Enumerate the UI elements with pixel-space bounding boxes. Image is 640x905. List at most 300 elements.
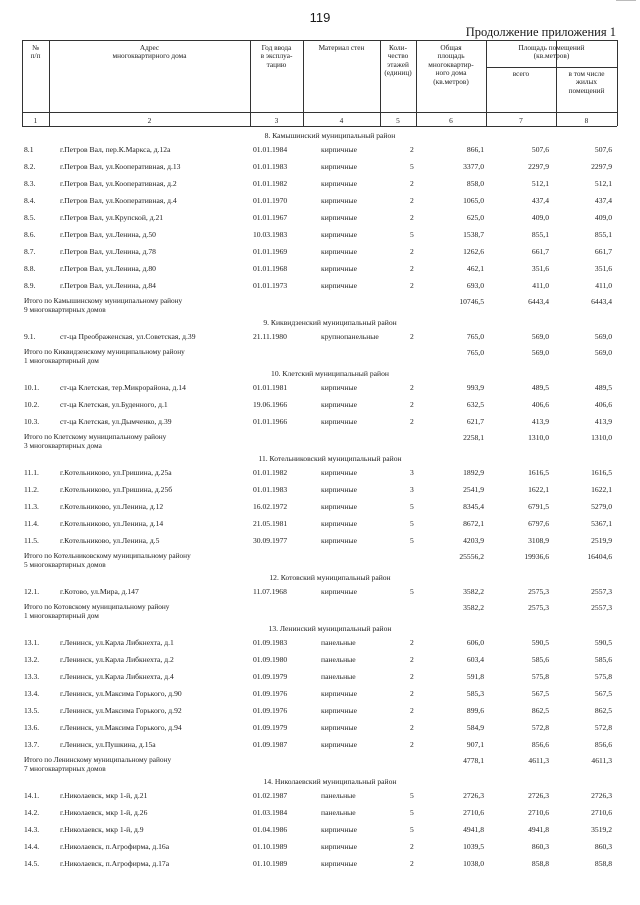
row-total-area: 462,1 bbox=[466, 264, 484, 273]
row-number: 8.8. bbox=[24, 264, 36, 273]
total-area-living: 2557,3 bbox=[591, 603, 612, 612]
total-area-all: 1310,0 bbox=[528, 433, 549, 442]
total-label-line2: 9 многоквартирных домов bbox=[24, 305, 106, 314]
row-total-area: 8345,4 bbox=[463, 502, 484, 511]
row-floors: 2 bbox=[410, 672, 414, 681]
column-number: 2 bbox=[147, 116, 152, 125]
column-number: 6 bbox=[449, 116, 453, 125]
row-area-living: 512,1 bbox=[594, 179, 612, 188]
row-year: 01.01.1973 bbox=[253, 281, 288, 290]
row-total-area: 591,8 bbox=[466, 672, 484, 681]
row-area-all: 512,1 bbox=[531, 179, 549, 188]
header-premises-living bbox=[556, 70, 617, 95]
row-material: кирпичные bbox=[321, 740, 358, 749]
header-floors-line: этажей bbox=[387, 59, 409, 69]
row-address: г.Николаевск, мкр 1-й, д.26 bbox=[60, 808, 148, 817]
row-area-all: 413,9 bbox=[531, 417, 549, 426]
row-area-living: 572,8 bbox=[594, 723, 612, 732]
row-material: панельные bbox=[321, 672, 356, 681]
row-area-living: 2710,6 bbox=[591, 808, 612, 817]
total-area: 25556,2 bbox=[459, 552, 484, 561]
total-area-all: 4611,3 bbox=[528, 756, 549, 765]
section-title: 13. Ленинский муниципальный район bbox=[268, 624, 392, 633]
row-area-living: 507,6 bbox=[594, 145, 612, 154]
section-title: 14. Николаевский муниципальный район bbox=[263, 777, 397, 786]
row-total-area: 1038,0 bbox=[463, 859, 484, 868]
row-area-all: 437,4 bbox=[531, 196, 549, 205]
header-num-line: № bbox=[32, 43, 39, 52]
row-area-living: 5367,1 bbox=[591, 519, 612, 528]
header-num-line: п/п bbox=[30, 51, 41, 61]
header-material bbox=[303, 44, 380, 52]
section-title: 8. Камышинский муниципальный район bbox=[264, 131, 396, 140]
row-floors: 2 bbox=[410, 281, 414, 290]
row-area-all: 575,8 bbox=[531, 672, 549, 681]
row-area-living: 437,4 bbox=[594, 196, 612, 205]
row-floors: 5 bbox=[410, 502, 414, 511]
row-year: 01.01.1968 bbox=[253, 264, 288, 273]
row-material: кирпичные bbox=[321, 230, 358, 239]
row-material: кирпичные bbox=[321, 842, 358, 851]
row-area-all: 2297,9 bbox=[528, 162, 549, 171]
row-area-living: 406,6 bbox=[594, 400, 612, 409]
row-area-living: 575,8 bbox=[594, 672, 612, 681]
row-year: 01.01.1983 bbox=[253, 162, 288, 171]
total-area-living: 16404,6 bbox=[587, 552, 612, 561]
row-number: 13.7. bbox=[24, 740, 40, 749]
row-floors: 2 bbox=[410, 179, 414, 188]
header-premises-living-line: жилых bbox=[575, 77, 598, 87]
row-year: 01.01.1982 bbox=[253, 468, 288, 477]
row-year: 01.01.1969 bbox=[253, 247, 288, 256]
row-area-all: 411,0 bbox=[532, 281, 549, 290]
row-year: 01.01.1966 bbox=[253, 417, 288, 426]
row-material: панельные bbox=[321, 791, 356, 800]
row-address: г.Ленинск, ул.Карла Либкнехта, д.4 bbox=[60, 672, 174, 681]
row-number: 14.1. bbox=[24, 791, 40, 800]
row-material: кирпичные bbox=[321, 706, 358, 715]
row-total-area: 603,4 bbox=[466, 655, 484, 664]
row-total-area: 765,0 bbox=[466, 332, 484, 341]
row-total-area: 866,1 bbox=[466, 145, 484, 154]
row-address: г.Петров Вал, ул.Кооперативная, д.13 bbox=[60, 162, 181, 171]
header-premises-line: Площадь помещений bbox=[518, 43, 585, 52]
row-number: 13.6. bbox=[24, 723, 40, 732]
header-total-area-line: (кв.метров) bbox=[433, 76, 469, 86]
row-area-living: 858,8 bbox=[594, 859, 612, 868]
row-area-living: 590,5 bbox=[594, 638, 612, 647]
row-number: 14.5. bbox=[24, 859, 40, 868]
total-label-line2: 5 многоквартирных домов bbox=[24, 560, 106, 569]
row-area-all: 409,0 bbox=[531, 213, 549, 222]
total-area: 4778,1 bbox=[463, 756, 484, 765]
row-address: г.Николаевск, п.Агрофирма, д.17а bbox=[60, 859, 170, 868]
row-number: 9.1. bbox=[24, 332, 36, 341]
total-label-line2: 1 многоквартирный дом bbox=[24, 611, 99, 620]
row-number: 13.3. bbox=[24, 672, 40, 681]
row-material: кирпичные bbox=[321, 723, 358, 732]
header-num bbox=[22, 44, 49, 61]
header-total-area-line: площадь bbox=[437, 51, 465, 61]
row-area-all: 351,6 bbox=[531, 264, 549, 273]
row-number: 8.5. bbox=[24, 213, 36, 222]
row-year: 21.11.1980 bbox=[253, 332, 287, 341]
row-number: 12.1. bbox=[24, 587, 40, 596]
row-address: г.Котово, ул.Мира, д.147 bbox=[60, 587, 139, 596]
row-year: 01.10.1989 bbox=[253, 859, 288, 868]
row-area-living: 5279,0 bbox=[591, 502, 612, 511]
row-area-living: 860,3 bbox=[594, 842, 612, 851]
row-address: г.Петров Вал, ул.Ленина, д.84 bbox=[60, 281, 156, 290]
row-area-all: 2710,6 bbox=[528, 808, 549, 817]
row-address: г.Ленинск, ул.Карла Либкнехта, д.1 bbox=[60, 638, 174, 647]
row-number: 13.5. bbox=[24, 706, 40, 715]
column-number: 7 bbox=[519, 116, 523, 125]
row-address: г.Ленинск, ул.Максима Горького, д.92 bbox=[60, 706, 182, 715]
row-material: крупнопанельные bbox=[321, 332, 379, 341]
row-material: кирпичные bbox=[321, 536, 358, 545]
row-material: панельные bbox=[321, 808, 356, 817]
row-address: г.Ленинск, ул.Максима Горького, д.94 bbox=[60, 723, 182, 732]
row-area-all: 585,6 bbox=[531, 655, 549, 664]
row-area-all: 860,3 bbox=[531, 842, 549, 851]
row-area-living: 489,5 bbox=[594, 383, 612, 392]
row-total-area: 907,1 bbox=[466, 740, 484, 749]
row-year: 01.09.1979 bbox=[253, 723, 288, 732]
row-address: г.Петров Вал, ул.Кооперативная, д.2 bbox=[60, 179, 177, 188]
row-area-all: 2575,3 bbox=[528, 587, 549, 596]
row-total-area: 1065,0 bbox=[463, 196, 484, 205]
row-number: 8.2. bbox=[24, 162, 36, 171]
row-area-living: 661,7 bbox=[594, 247, 612, 256]
row-year: 01.09.1976 bbox=[253, 706, 288, 715]
header-floors-line: (единиц) bbox=[384, 68, 412, 78]
section-title: 12. Котовский муниципальный район bbox=[269, 573, 391, 582]
column-number: 5 bbox=[396, 116, 400, 125]
row-floors: 2 bbox=[410, 264, 414, 273]
row-material: кирпичные bbox=[321, 468, 358, 477]
row-address: г.Котельниково, ул.Ленина, д.14 bbox=[60, 519, 164, 528]
row-year: 21.05.1981 bbox=[253, 519, 288, 528]
row-floors: 2 bbox=[410, 689, 414, 698]
row-area-living: 855,1 bbox=[594, 230, 612, 239]
total-area-living: 569,0 bbox=[594, 348, 612, 357]
row-material: кирпичные bbox=[321, 587, 358, 596]
total-area-living: 4611,3 bbox=[591, 756, 612, 765]
row-total-area: 585,3 bbox=[466, 689, 484, 698]
row-total-area: 993,9 bbox=[466, 383, 484, 392]
header-floors bbox=[380, 44, 416, 78]
row-area-all: 855,1 bbox=[531, 230, 549, 239]
header-premises-all-line: всего bbox=[512, 69, 530, 78]
row-floors: 2 bbox=[410, 247, 414, 256]
row-material: кирпичные bbox=[321, 145, 358, 154]
section-title: 10. Клетский муниципальный район bbox=[271, 369, 389, 378]
row-number: 8.7. bbox=[24, 247, 36, 256]
header-year-line: Год ввода bbox=[261, 43, 292, 52]
row-address: г.Петров Вал, ул.Кооперативная, д.4 bbox=[60, 196, 177, 205]
row-floors: 2 bbox=[410, 859, 414, 868]
row-floors: 2 bbox=[410, 723, 414, 732]
row-year: 01.09.1976 bbox=[253, 689, 288, 698]
row-area-living: 3519,2 bbox=[591, 825, 612, 834]
header-address bbox=[49, 44, 250, 61]
total-label-line1: Итого по Киквидзенскому муниципальному району bbox=[24, 347, 185, 356]
total-area-living: 1310,0 bbox=[591, 433, 612, 442]
row-total-area: 2541,9 bbox=[463, 485, 484, 494]
row-area-living: 856,6 bbox=[594, 740, 612, 749]
row-address: г.Николаевск, мкр 1-й, д.9 bbox=[60, 825, 144, 834]
row-material: кирпичные bbox=[321, 417, 358, 426]
row-address: ст-ца Преображенская, ул.Советская, д.39 bbox=[60, 332, 196, 341]
row-number: 13.4. bbox=[24, 689, 40, 698]
header-total-area bbox=[416, 44, 486, 86]
table-rule bbox=[22, 126, 617, 127]
column-number: 1 bbox=[33, 116, 38, 125]
row-year: 01.01.1967 bbox=[253, 213, 288, 222]
header-total-area-line: многоквартир- bbox=[428, 59, 474, 69]
header-floors-line: Коли- bbox=[388, 43, 408, 52]
row-total-area: 2710,6 bbox=[463, 808, 484, 817]
row-year: 30.09.1977 bbox=[253, 536, 288, 545]
row-year: 01.09.1983 bbox=[253, 638, 288, 647]
row-material: кирпичные bbox=[321, 281, 358, 290]
section-title: 11. Котельниковский муниципальный район bbox=[258, 454, 402, 463]
total-area: 765,0 bbox=[466, 348, 484, 357]
row-floors: 5 bbox=[410, 587, 414, 596]
corner-rule bbox=[616, 0, 636, 1]
row-area-all: 1622,1 bbox=[528, 485, 549, 494]
row-year: 01.01.1970 bbox=[253, 196, 288, 205]
row-area-all: 406,6 bbox=[531, 400, 549, 409]
row-floors: 5 bbox=[410, 230, 414, 239]
row-address: г.Петров Вал, ул.Ленина, д.80 bbox=[60, 264, 156, 273]
row-material: кирпичные bbox=[321, 400, 358, 409]
header-total-area-line: Общая bbox=[440, 43, 462, 52]
row-material: кирпичные bbox=[321, 485, 358, 494]
row-area-living: 569,0 bbox=[594, 332, 612, 341]
row-total-area: 1262,6 bbox=[463, 247, 484, 256]
header-premises-living-line: в том числе bbox=[568, 69, 605, 78]
row-address: г.Ленинск, ул.Максима Горького, д.90 bbox=[60, 689, 182, 698]
row-year: 01.10.1989 bbox=[253, 842, 288, 851]
row-floors: 5 bbox=[410, 808, 414, 817]
total-label-line1: Итого по Клетскому муниципальному району bbox=[24, 432, 167, 441]
section-title: 9. Киквидзенский муниципальный район bbox=[263, 318, 397, 327]
row-address: г.Ленинск, ул.Пушкина, д.15а bbox=[60, 740, 156, 749]
total-label-line2: 7 многоквартирных домов bbox=[24, 764, 106, 773]
row-material: кирпичные bbox=[321, 689, 358, 698]
row-total-area: 1538,7 bbox=[463, 230, 484, 239]
header-address-line: многоквартирного дома bbox=[112, 51, 187, 61]
row-area-living: 411,0 bbox=[595, 281, 612, 290]
row-material: кирпичные bbox=[321, 859, 358, 868]
row-year: 01.01.1984 bbox=[253, 145, 288, 154]
row-area-all: 661,7 bbox=[531, 247, 549, 256]
row-address: г.Котельниково, ул.Гришина, д.25б bbox=[60, 485, 173, 494]
row-number: 11.2. bbox=[24, 485, 39, 494]
row-area-all: 489,5 bbox=[531, 383, 549, 392]
row-number: 11.3. bbox=[24, 502, 39, 511]
row-floors: 2 bbox=[410, 213, 414, 222]
header-material-line: Материал стен bbox=[318, 43, 365, 52]
column-rule bbox=[303, 40, 304, 126]
total-label-line2: 3 многоквартирных дома bbox=[24, 441, 102, 450]
total-label-line2: 1 многоквартирный дом bbox=[24, 356, 99, 365]
row-number: 8.9. bbox=[24, 281, 36, 290]
row-floors: 5 bbox=[410, 162, 414, 171]
row-address: г.Николаевск, мкр 1-й, д.21 bbox=[60, 791, 148, 800]
row-area-living: 862,5 bbox=[594, 706, 612, 715]
row-number: 14.4. bbox=[24, 842, 40, 851]
header-year-line: в эксплуа- bbox=[260, 51, 293, 61]
row-area-living: 2726,3 bbox=[591, 791, 612, 800]
row-area-all: 572,8 bbox=[531, 723, 549, 732]
row-area-living: 585,6 bbox=[594, 655, 612, 664]
row-area-all: 569,0 bbox=[531, 332, 549, 341]
header-address-line: Адрес bbox=[139, 43, 160, 52]
row-area-all: 3108,9 bbox=[528, 536, 549, 545]
row-area-living: 2557,3 bbox=[591, 587, 612, 596]
row-area-all: 6797,6 bbox=[528, 519, 549, 528]
row-material: панельные bbox=[321, 655, 356, 664]
row-total-area: 3582,2 bbox=[463, 587, 484, 596]
total-area-all: 19936,6 bbox=[524, 552, 549, 561]
row-address: г.Петров Вал, ул.Ленина, д.78 bbox=[60, 247, 156, 256]
row-material: кирпичные bbox=[321, 247, 358, 256]
header-premises-line: (кв.метров) bbox=[533, 51, 570, 61]
header-premises-all bbox=[486, 70, 556, 78]
row-year: 01.01.1983 bbox=[253, 485, 288, 494]
row-material: кирпичные bbox=[321, 179, 358, 188]
row-number: 11.5. bbox=[24, 536, 39, 545]
row-floors: 3 bbox=[410, 485, 414, 494]
row-total-area: 584,9 bbox=[466, 723, 484, 732]
row-total-area: 621,7 bbox=[466, 417, 484, 426]
column-number: 3 bbox=[274, 116, 279, 125]
row-total-area: 858,0 bbox=[466, 179, 484, 188]
row-area-living: 409,0 bbox=[594, 213, 612, 222]
row-material: кирпичные bbox=[321, 264, 358, 273]
row-area-all: 1616,5 bbox=[528, 468, 549, 477]
row-floors: 2 bbox=[410, 740, 414, 749]
total-area-living: 6443,4 bbox=[591, 297, 612, 306]
row-number: 14.2. bbox=[24, 808, 40, 817]
header-premises-living-line: помещений bbox=[568, 85, 605, 95]
row-number: 8.6. bbox=[24, 230, 36, 239]
row-year: 01.01.1981 bbox=[253, 383, 288, 392]
header-floors-line: чество bbox=[387, 51, 409, 61]
row-total-area: 693,0 bbox=[466, 281, 484, 290]
header-premises bbox=[486, 44, 617, 61]
row-year: 01.09.1980 bbox=[253, 655, 288, 664]
row-area-all: 590,5 bbox=[531, 638, 549, 647]
row-area-living: 1622,1 bbox=[591, 485, 612, 494]
row-number: 13.1. bbox=[24, 638, 40, 647]
row-floors: 5 bbox=[410, 791, 414, 800]
row-address: г.Котельниково, ул.Ленина, д.5 bbox=[60, 536, 160, 545]
row-floors: 2 bbox=[410, 196, 414, 205]
row-year: 01.09.1979 bbox=[253, 672, 288, 681]
header-year-line: тацию bbox=[266, 59, 287, 69]
total-label-line1: Итого по Ленинскому муниципальному району bbox=[24, 755, 172, 764]
row-total-area: 4941,8 bbox=[463, 825, 484, 834]
row-number: 10.3. bbox=[24, 417, 40, 426]
total-label-line1: Итого по Котовскому муниципальному району bbox=[24, 602, 170, 611]
row-material: кирпичные bbox=[321, 383, 358, 392]
row-area-living: 413,9 bbox=[594, 417, 612, 426]
row-material: кирпичные bbox=[321, 519, 358, 528]
header-year bbox=[250, 44, 303, 69]
continuation-title: Продолжение приложения 1 bbox=[465, 25, 616, 39]
row-number: 8.3. bbox=[24, 179, 36, 188]
row-number: 11.1. bbox=[24, 468, 39, 477]
row-year: 10.03.1983 bbox=[253, 230, 288, 239]
row-area-all: 858,8 bbox=[531, 859, 549, 868]
row-total-area: 899,6 bbox=[466, 706, 484, 715]
row-area-living: 2297,9 bbox=[591, 162, 612, 171]
table-rule bbox=[22, 112, 617, 113]
row-floors: 5 bbox=[410, 519, 414, 528]
row-total-area: 1892,9 bbox=[463, 468, 484, 477]
row-number: 11.4. bbox=[24, 519, 39, 528]
row-area-living: 567,5 bbox=[594, 689, 612, 698]
total-area: 3582,2 bbox=[463, 603, 484, 612]
row-address: г.Николаевск, п.Агрофирма, д.16а bbox=[60, 842, 170, 851]
row-total-area: 625,0 bbox=[466, 213, 484, 222]
column-number: 4 bbox=[339, 116, 344, 125]
row-address: г.Петров Вал, ул.Крупской, д.21 bbox=[60, 213, 164, 222]
row-number: 10.1. bbox=[24, 383, 40, 392]
row-address: г.Ленинск, ул.Карла Либкнехта, д.2 bbox=[60, 655, 174, 664]
row-area-all: 862,5 bbox=[531, 706, 549, 715]
row-total-area: 2726,3 bbox=[463, 791, 484, 800]
row-area-all: 567,5 bbox=[531, 689, 549, 698]
row-number: 14.3. bbox=[24, 825, 40, 834]
row-address: г.Петров Вал, пер.К.Маркса, д.12а bbox=[60, 145, 171, 154]
row-number: 8.4. bbox=[24, 196, 36, 205]
row-floors: 2 bbox=[410, 638, 414, 647]
row-floors: 3 bbox=[410, 468, 414, 477]
row-material: кирпичные bbox=[321, 825, 358, 834]
row-address: ст-ца Клетская, ул.Дымченко, д.39 bbox=[60, 417, 172, 426]
column-number: 8 bbox=[584, 116, 589, 125]
header-total-area-line: ного дома bbox=[435, 68, 467, 78]
row-area-living: 351,6 bbox=[594, 264, 612, 273]
row-material: кирпичные bbox=[321, 162, 358, 171]
row-number: 10.2. bbox=[24, 400, 40, 409]
row-address: ст-ца Клетская, тер.Микрорайона, д.14 bbox=[60, 383, 186, 392]
row-number: 13.2. bbox=[24, 655, 40, 664]
row-year: 01.01.1982 bbox=[253, 179, 288, 188]
row-area-living: 1616,5 bbox=[591, 468, 612, 477]
row-area-all: 4941,8 bbox=[528, 825, 549, 834]
table-rule bbox=[486, 67, 617, 68]
row-area-all: 856,6 bbox=[531, 740, 549, 749]
row-year: 01.03.1984 bbox=[253, 808, 288, 817]
row-year: 11.07.1968 bbox=[253, 587, 287, 596]
row-material: кирпичные bbox=[321, 213, 358, 222]
row-address: г.Котельниково, ул.Ленина, д.12 bbox=[60, 502, 164, 511]
row-address: г.Котельниково, ул.Гришина, д.25а bbox=[60, 468, 172, 477]
total-area: 10746,5 bbox=[459, 297, 484, 306]
total-label-line1: Итого по Камышинскому муниципальному району bbox=[24, 296, 183, 305]
row-year: 01.09.1987 bbox=[253, 740, 288, 749]
column-rule bbox=[617, 40, 618, 126]
row-address: ст-ца Клетская, ул.Буденного, д.1 bbox=[60, 400, 168, 409]
row-floors: 2 bbox=[410, 332, 414, 341]
row-area-living: 2519,9 bbox=[591, 536, 612, 545]
